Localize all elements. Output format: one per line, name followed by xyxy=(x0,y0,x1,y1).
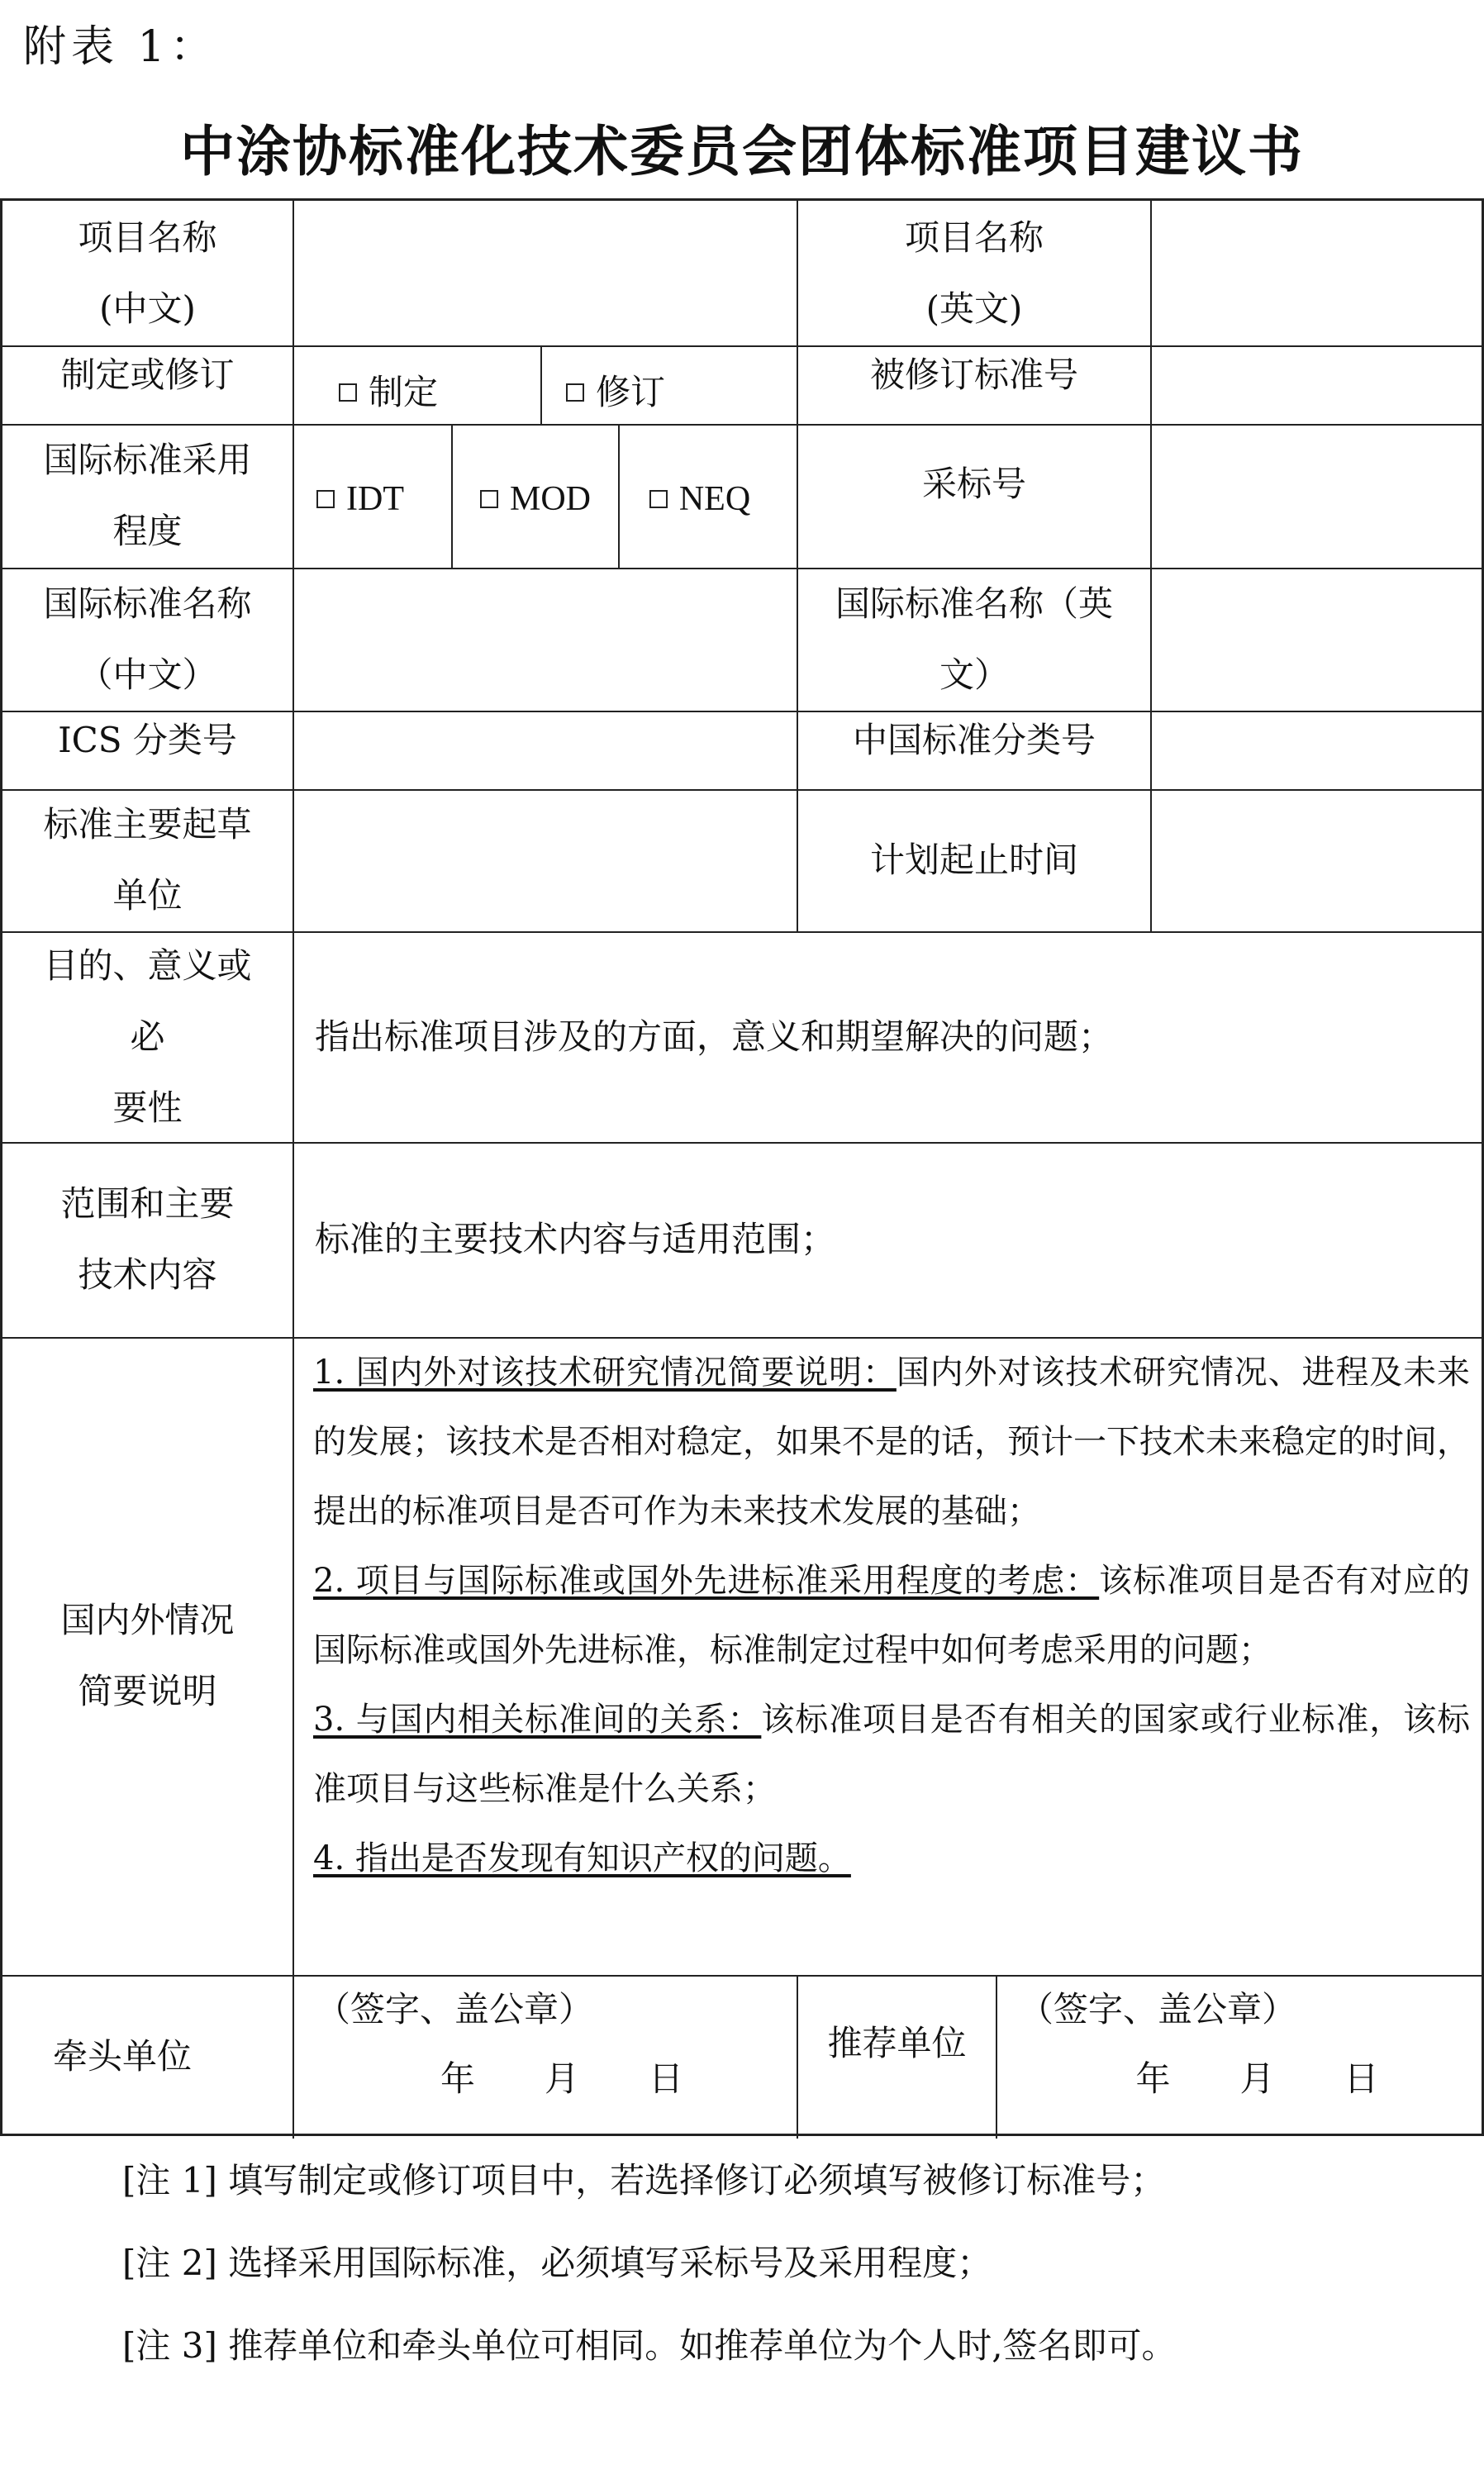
adoption-no-input[interactable] xyxy=(1152,424,1484,568)
item-body: 国内外对该技术研究情况、进程及未来的发展；该技术是否相对稳定，如果不是的话，预计一下技术未来稳定的时间，提出的标准项目是否可作为未来技术发展的基础； xyxy=(313,1354,1470,1530)
make-option[interactable] xyxy=(294,345,540,424)
note-3: [注 3] 推荐单位和牵头单位可相同。如推荐单位为个人时,签名即可。 xyxy=(122,2325,1177,2366)
adoption-no-label: 采标号 xyxy=(921,464,1026,504)
make-option-label: 制定 xyxy=(368,372,438,412)
label-line: 范围和主要 xyxy=(60,1183,235,1224)
date-line: 年 月 日 xyxy=(440,2058,683,2099)
item-body: 该标准项目是否有相关的国家或行业标准，该标准项目与这些标准是什么关系； xyxy=(313,1701,1471,1808)
project-name-en-label xyxy=(798,201,1150,345)
item-heading: 4. 指出是否发现有知识产权的问题。 xyxy=(313,1839,851,1877)
revise-option-label: 修订 xyxy=(595,372,665,412)
label-line: 技术内容 xyxy=(78,1254,217,1295)
adoption-neq[interactable] xyxy=(620,424,797,568)
idt-label: IDT xyxy=(346,480,404,518)
situation-item-1 xyxy=(313,1338,1470,1546)
plan-time-label: 计划起止时间 xyxy=(869,840,1078,880)
situation-item-4 xyxy=(313,1824,1470,1893)
purpose-text[interactable]: 指出标准项目涉及的方面，意义和期望解决的问题； xyxy=(315,1016,1114,1057)
project-name-cn-label xyxy=(2,201,293,345)
note-2: [注 2] 选择采用国际标准，必须填写采标号及采用程度； xyxy=(122,2243,992,2283)
situation-item-2 xyxy=(313,1546,1470,1685)
note-1: [注 1] 填写制定或修订项目中，若选择修订必须填写被修订标准号； xyxy=(122,2160,1166,2201)
intl-name-cn-label xyxy=(2,568,293,711)
signature-hint: （签字、盖公章） xyxy=(316,1989,594,2029)
label-line: 国际标准名称（英 xyxy=(835,583,1113,624)
label-line: 程度 xyxy=(112,511,183,551)
plan-time-input[interactable] xyxy=(1152,789,1484,931)
situation-label xyxy=(2,1337,293,1975)
label-line: 目的、意义或 xyxy=(43,944,252,986)
attachment-label: 附表 1： xyxy=(23,22,218,72)
proposal-form-table xyxy=(0,198,1484,2136)
item-heading: 3. 与国内相关标准间的关系： xyxy=(313,1701,762,1739)
intl-name-cn-input[interactable] xyxy=(294,568,797,711)
idt-checkbox[interactable] xyxy=(316,490,335,508)
label-line: 国际标准采用 xyxy=(43,440,252,480)
neq-checkbox[interactable] xyxy=(649,490,668,508)
label-line: 单位 xyxy=(112,875,183,916)
intl-name-en-label xyxy=(798,568,1150,711)
recommend-unit-label: 推荐单位 xyxy=(827,2023,967,2063)
intl-name-en-input[interactable] xyxy=(1152,568,1484,711)
revise-checkbox[interactable] xyxy=(566,383,584,402)
label-line: 文） xyxy=(939,654,1009,695)
label-line: 项目名称 xyxy=(78,216,217,258)
project-name-cn-input[interactable] xyxy=(294,201,797,345)
item-body: 该标准项目是否有对应的国际标准或国外先进标准，标准制定过程中如何考虑采用的问题； xyxy=(313,1562,1470,1669)
revise-option[interactable] xyxy=(542,345,797,424)
ccs-input[interactable] xyxy=(1152,711,1484,789)
scope-text[interactable]: 标准的主要技术内容与适用范围； xyxy=(315,1219,836,1259)
label-line: 必 xyxy=(130,1016,165,1057)
ccs-label: 中国标准分类号 xyxy=(852,720,1096,760)
lead-unit-label: 牵头单位 xyxy=(52,2036,192,2077)
make-checkbox[interactable] xyxy=(339,383,357,402)
recommend-unit-signature[interactable] xyxy=(997,1975,1484,2139)
scope-label xyxy=(2,1142,293,1337)
intl-adoption-label xyxy=(2,424,293,568)
label-line: (英文) xyxy=(925,288,1023,329)
situation-item-3 xyxy=(313,1685,1470,1824)
revised-std-no-label: 被修订标准号 xyxy=(869,354,1078,395)
date-line: 年 月 日 xyxy=(1135,2058,1379,2099)
neq-label: NEQ xyxy=(678,480,751,518)
page-title: 中涂协标准化技术委员会团体标准项目建议书 xyxy=(180,120,1304,183)
label-line: 要性 xyxy=(112,1087,183,1128)
label-line: (中文) xyxy=(99,288,196,329)
drafting-unit-input[interactable] xyxy=(294,789,797,931)
item-heading: 1. 国内外对该技术研究情况简要说明： xyxy=(313,1354,897,1392)
lead-unit-signature[interactable] xyxy=(294,1975,797,2139)
adoption-mod[interactable] xyxy=(453,424,618,568)
label-line: 项目名称 xyxy=(904,216,1044,258)
situation-text[interactable] xyxy=(313,1338,1470,1893)
make-or-revise-label: 制定或修订 xyxy=(60,354,235,395)
signature-hint: （签字、盖公章） xyxy=(1019,1989,1297,2029)
label-line: （中文） xyxy=(78,654,217,695)
label-line: 标准主要起草 xyxy=(43,804,252,845)
label-line: 简要说明 xyxy=(78,1671,217,1711)
label-line: 国内外情况 xyxy=(60,1600,235,1640)
mod-checkbox[interactable] xyxy=(480,490,498,508)
revised-std-no-input[interactable] xyxy=(1152,345,1484,424)
item-heading: 2. 项目与国际标准或国外先进标准采用程度的考虑： xyxy=(313,1562,1100,1600)
purpose-label xyxy=(2,931,293,1142)
adoption-idt[interactable] xyxy=(294,424,451,568)
drafting-unit-label xyxy=(2,789,293,931)
project-name-en-input[interactable] xyxy=(1152,201,1484,345)
ics-label: ICS 分类号 xyxy=(58,720,237,760)
ics-input[interactable] xyxy=(294,711,797,789)
label-line: 国际标准名称 xyxy=(43,583,252,624)
mod-label: MOD xyxy=(509,480,591,518)
